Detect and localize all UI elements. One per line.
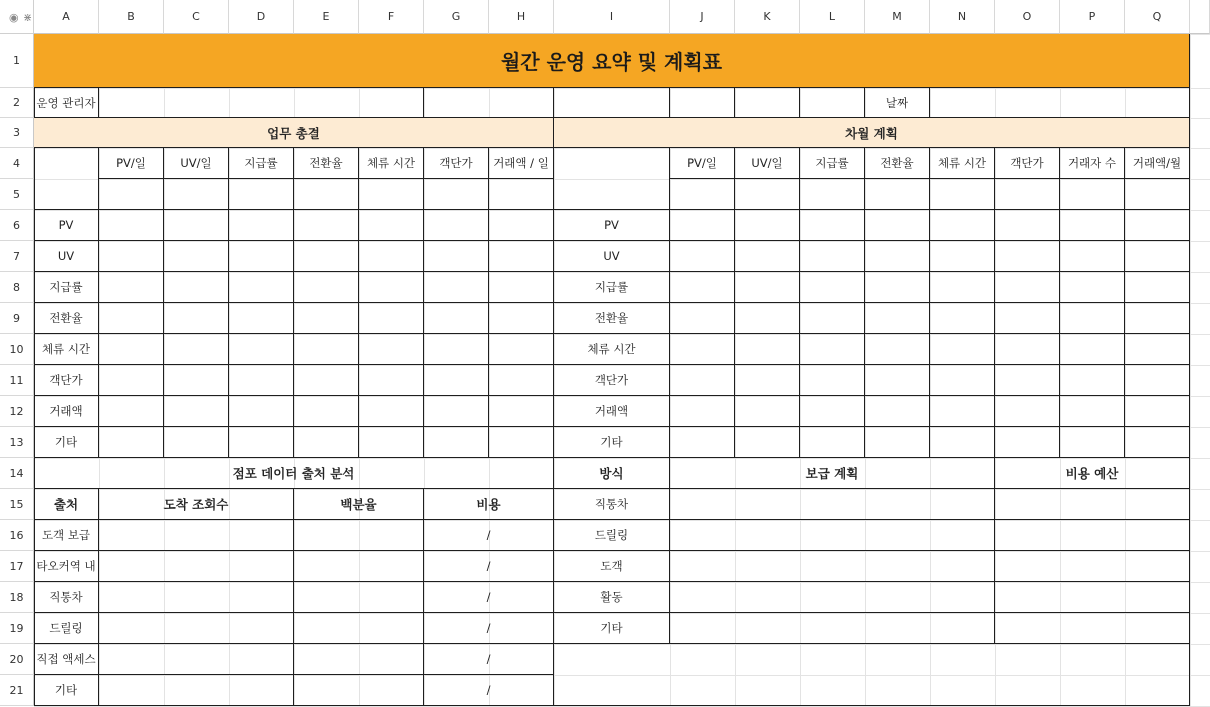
row-header-21[interactable]: 21 <box>0 675 34 706</box>
column-header-j[interactable]: J <box>670 0 735 34</box>
plan-value-cell[interactable] <box>995 396 1060 427</box>
summary-value-cell[interactable] <box>294 210 359 241</box>
plan-value-cell[interactable] <box>670 179 735 210</box>
summary-value-cell[interactable] <box>294 365 359 396</box>
budget-cell[interactable] <box>995 582 1190 613</box>
plan-value-cell[interactable] <box>670 303 735 334</box>
cell-k2[interactable] <box>735 88 800 118</box>
row-header-6[interactable]: 6 <box>0 210 34 241</box>
date-input[interactable] <box>930 88 1190 118</box>
summary-value-cell[interactable] <box>229 272 294 303</box>
summary-corner[interactable] <box>34 148 99 210</box>
source-analysis-title[interactable]: 점포 데이터 출처 분석 <box>34 458 554 489</box>
plan-value-cell[interactable] <box>735 365 800 396</box>
plan-metric-label[interactable]: 거래액 <box>554 396 670 427</box>
summary-value-cell[interactable] <box>489 241 554 272</box>
plan-value-cell[interactable] <box>800 334 865 365</box>
cost-cell[interactable]: / <box>424 551 554 582</box>
column-header-blank <box>1190 0 1210 34</box>
plan-value-cell[interactable] <box>1060 210 1125 241</box>
method-label[interactable]: 활동 <box>554 582 670 613</box>
summary-value-cell[interactable] <box>99 334 164 365</box>
plan-column-header[interactable]: 지급률 <box>800 148 865 179</box>
summary-value-cell[interactable] <box>359 334 424 365</box>
plan-value-cell[interactable] <box>735 179 800 210</box>
plan-column-header[interactable]: UV/일 <box>735 148 800 179</box>
summary-value-cell[interactable] <box>229 303 294 334</box>
row-header-13[interactable]: 13 <box>0 427 34 458</box>
plan-value-cell[interactable] <box>670 396 735 427</box>
visits-cell[interactable] <box>99 551 294 582</box>
summary-metric-label[interactable]: 기타 <box>34 427 99 458</box>
plan-value-cell[interactable] <box>865 365 930 396</box>
summary-value-cell[interactable] <box>229 179 294 210</box>
cost-header[interactable]: 비용 <box>424 489 554 520</box>
summary-value-cell[interactable] <box>424 303 489 334</box>
plan-value-cell[interactable] <box>670 365 735 396</box>
percentage-cell[interactable] <box>294 520 424 551</box>
row-header-2[interactable]: 2 <box>0 88 34 118</box>
summary-value-cell[interactable] <box>424 241 489 272</box>
plan-value-cell[interactable] <box>865 303 930 334</box>
row-header-8[interactable]: 8 <box>0 272 34 303</box>
plan-value-cell[interactable] <box>800 303 865 334</box>
select-all-corner[interactable] <box>0 0 34 34</box>
plan-metric-label[interactable]: 지급률 <box>554 272 670 303</box>
percentage-cell[interactable] <box>294 582 424 613</box>
plan-value-cell[interactable] <box>995 365 1060 396</box>
plan-value-cell[interactable] <box>865 396 930 427</box>
summary-column-header[interactable]: 지급률 <box>229 148 294 179</box>
summary-value-cell[interactable] <box>229 396 294 427</box>
column-header-h[interactable]: H <box>489 0 554 34</box>
summary-value-cell[interactable] <box>229 210 294 241</box>
plan-column-header[interactable]: PV/일 <box>670 148 735 179</box>
percentage-header[interactable]: 백분율 <box>294 489 424 520</box>
plan-value-cell[interactable] <box>995 241 1060 272</box>
summary-value-cell[interactable] <box>359 396 424 427</box>
column-header-i[interactable]: I <box>554 0 670 34</box>
column-header-d[interactable]: D <box>229 0 294 34</box>
cost-cell[interactable]: / <box>424 520 554 551</box>
summary-value-cell[interactable] <box>229 334 294 365</box>
summary-column-header[interactable]: 체류 시간 <box>359 148 424 179</box>
plan-column-header[interactable]: 체류 시간 <box>930 148 995 179</box>
column-header-k[interactable]: K <box>735 0 800 34</box>
plan-column-header[interactable]: 객단가 <box>995 148 1060 179</box>
plan-value-cell[interactable] <box>1060 241 1125 272</box>
summary-metric-label[interactable]: PV <box>34 210 99 241</box>
summary-value-cell[interactable] <box>294 396 359 427</box>
summary-value-cell[interactable] <box>99 241 164 272</box>
visits-cell[interactable] <box>99 644 294 675</box>
summary-column-header[interactable]: 거래액 / 일 <box>489 148 554 179</box>
column-header-e[interactable]: E <box>294 0 359 34</box>
summary-value-cell[interactable] <box>229 427 294 458</box>
column-header-p[interactable]: P <box>1060 0 1125 34</box>
summary-header[interactable]: 업무 총결 <box>34 118 554 148</box>
summary-value-cell[interactable] <box>99 210 164 241</box>
grid-line <box>1190 34 1191 706</box>
summary-column-header[interactable]: PV/일 <box>99 148 164 179</box>
summary-value-cell[interactable] <box>489 396 554 427</box>
row-header-3[interactable]: 3 <box>0 118 34 148</box>
method-label[interactable]: 기타 <box>554 613 670 644</box>
summary-metric-label[interactable]: 객단가 <box>34 365 99 396</box>
cell-j2[interactable] <box>670 88 735 118</box>
plan-value-cell[interactable] <box>800 427 865 458</box>
plan-value-cell[interactable] <box>865 427 930 458</box>
method-header[interactable]: 방식 <box>554 458 670 489</box>
plan-value-cell[interactable] <box>930 179 995 210</box>
plan-value-cell[interactable] <box>865 210 930 241</box>
summary-column-header[interactable]: 전환율 <box>294 148 359 179</box>
plan-value-cell[interactable] <box>1125 427 1190 458</box>
plan-corner[interactable] <box>554 148 670 210</box>
summary-value-cell[interactable] <box>164 179 229 210</box>
plan-value-cell[interactable] <box>800 365 865 396</box>
percentage-cell[interactable] <box>294 675 424 706</box>
plan-value-cell[interactable] <box>735 396 800 427</box>
plan-value-cell[interactable] <box>735 334 800 365</box>
plan-value-cell[interactable] <box>995 334 1060 365</box>
plan-value-cell[interactable] <box>735 210 800 241</box>
plan-value-cell[interactable] <box>930 396 995 427</box>
plan-value-cell[interactable] <box>1125 365 1190 396</box>
row-header-7[interactable]: 7 <box>0 241 34 272</box>
row-header-11[interactable]: 11 <box>0 365 34 396</box>
promotion-plan-cell[interactable] <box>670 489 995 520</box>
column-header-f[interactable]: F <box>359 0 424 34</box>
summary-value-cell[interactable] <box>164 396 229 427</box>
column-header-l[interactable]: L <box>800 0 865 34</box>
plan-value-cell[interactable] <box>995 427 1060 458</box>
plan-metric-label[interactable]: PV <box>554 210 670 241</box>
plan-value-cell[interactable] <box>865 272 930 303</box>
summary-value-cell[interactable] <box>359 303 424 334</box>
plan-value-cell[interactable] <box>670 210 735 241</box>
column-header-q[interactable]: Q <box>1125 0 1190 34</box>
plan-metric-label[interactable]: 객단가 <box>554 365 670 396</box>
percentage-cell[interactable] <box>294 551 424 582</box>
row-header-16[interactable]: 16 <box>0 520 34 551</box>
summary-value-cell[interactable] <box>359 427 424 458</box>
summary-value-cell[interactable] <box>489 210 554 241</box>
visits-header[interactable]: 도착 조회수 <box>99 489 294 520</box>
plan-value-cell[interactable] <box>800 396 865 427</box>
plan-value-cell[interactable] <box>1060 396 1125 427</box>
plan-value-cell[interactable] <box>800 241 865 272</box>
summary-value-cell[interactable] <box>164 303 229 334</box>
summary-value-cell[interactable] <box>489 272 554 303</box>
method-label[interactable]: 직통차 <box>554 489 670 520</box>
plan-value-cell[interactable] <box>1125 272 1190 303</box>
plan-column-header[interactable]: 전환율 <box>865 148 930 179</box>
freeze-pane-icon[interactable]: ⋇ <box>23 11 33 24</box>
plan-value-cell[interactable] <box>1125 210 1190 241</box>
summary-value-cell[interactable] <box>489 365 554 396</box>
budget-cell[interactable] <box>995 520 1190 551</box>
plan-value-cell[interactable] <box>735 303 800 334</box>
plan-value-cell[interactable] <box>1060 427 1125 458</box>
plan-value-cell[interactable] <box>735 427 800 458</box>
cell-l2[interactable] <box>800 88 865 118</box>
plan-value-cell[interactable] <box>865 334 930 365</box>
source-label[interactable]: 타오커역 내 <box>34 551 99 582</box>
column-header-o[interactable]: O <box>995 0 1060 34</box>
promotion-plan-cell[interactable] <box>670 582 995 613</box>
eye-icon[interactable]: ◉ <box>9 11 19 24</box>
plan-value-cell[interactable] <box>1125 396 1190 427</box>
plan-value-cell[interactable] <box>930 272 995 303</box>
visits-cell[interactable] <box>99 613 294 644</box>
budget-cell[interactable] <box>995 489 1190 520</box>
plan-value-cell[interactable] <box>1125 334 1190 365</box>
percentage-cell[interactable] <box>294 613 424 644</box>
column-header-n[interactable]: N <box>930 0 995 34</box>
summary-value-cell[interactable] <box>294 334 359 365</box>
promotion-plan-cell[interactable] <box>670 520 995 551</box>
summary-value-cell[interactable] <box>294 427 359 458</box>
summary-value-cell[interactable] <box>229 241 294 272</box>
row-header-10[interactable]: 10 <box>0 334 34 365</box>
sheet-title[interactable]: 월간 운영 요약 및 계획표 <box>34 34 1190 88</box>
summary-value-cell[interactable] <box>294 303 359 334</box>
row-header-17[interactable]: 17 <box>0 551 34 582</box>
plan-column-header[interactable]: 거래액/월 <box>1125 148 1190 179</box>
summary-metric-label[interactable]: 거래액 <box>34 396 99 427</box>
summary-value-cell[interactable] <box>164 365 229 396</box>
summary-value-cell[interactable] <box>424 272 489 303</box>
column-header-m[interactable]: M <box>865 0 930 34</box>
row-header-12[interactable]: 12 <box>0 396 34 427</box>
source-label[interactable]: 도객 보급 <box>34 520 99 551</box>
budget-cell[interactable] <box>995 551 1190 582</box>
plan-value-cell[interactable] <box>1060 303 1125 334</box>
summary-value-cell[interactable] <box>424 427 489 458</box>
row-header-19[interactable]: 19 <box>0 613 34 644</box>
method-label[interactable]: 드릴링 <box>554 520 670 551</box>
plan-value-cell[interactable] <box>735 241 800 272</box>
plan-value-cell[interactable] <box>930 241 995 272</box>
plan-value-cell[interactable] <box>1060 272 1125 303</box>
column-header-c[interactable]: C <box>164 0 229 34</box>
source-label[interactable]: 드릴링 <box>34 613 99 644</box>
row-header-14[interactable]: 14 <box>0 458 34 489</box>
summary-value-cell[interactable] <box>294 179 359 210</box>
summary-value-cell[interactable] <box>164 334 229 365</box>
column-header-g[interactable]: G <box>424 0 489 34</box>
plan-metric-label[interactable]: 기타 <box>554 427 670 458</box>
plan-value-cell[interactable] <box>930 210 995 241</box>
plan-metric-label[interactable]: 전환율 <box>554 303 670 334</box>
summary-value-cell[interactable] <box>489 303 554 334</box>
summary-value-cell[interactable] <box>489 427 554 458</box>
method-label[interactable]: 도객 <box>554 551 670 582</box>
plan-value-cell[interactable] <box>1125 303 1190 334</box>
budget-cell[interactable] <box>995 613 1190 644</box>
manager-name-input[interactable] <box>99 88 424 118</box>
summary-value-cell[interactable] <box>359 241 424 272</box>
summary-value-cell[interactable] <box>164 427 229 458</box>
plan-value-cell[interactable] <box>735 272 800 303</box>
summary-metric-label[interactable]: 체류 시간 <box>34 334 99 365</box>
plan-value-cell[interactable] <box>995 272 1060 303</box>
cost-cell[interactable]: / <box>424 675 554 706</box>
blank-merged-area[interactable] <box>554 644 1190 706</box>
manager-extra-input[interactable] <box>424 88 554 118</box>
plan-metric-label[interactable]: UV <box>554 241 670 272</box>
visits-cell[interactable] <box>99 582 294 613</box>
plan-value-cell[interactable] <box>670 334 735 365</box>
plan-value-cell[interactable] <box>1125 241 1190 272</box>
plan-value-cell[interactable] <box>995 210 1060 241</box>
plan-value-cell[interactable] <box>930 334 995 365</box>
manager-label[interactable]: 운영 관리자 <box>34 88 99 118</box>
summary-value-cell[interactable] <box>164 210 229 241</box>
row-header-15[interactable]: 15 <box>0 489 34 520</box>
row-header-20[interactable]: 20 <box>0 644 34 675</box>
row-header-4[interactable]: 4 <box>0 148 34 179</box>
percentage-cell[interactable] <box>294 644 424 675</box>
summary-value-cell[interactable] <box>359 365 424 396</box>
plan-value-cell[interactable] <box>995 179 1060 210</box>
summary-value-cell[interactable] <box>294 241 359 272</box>
summary-value-cell[interactable] <box>489 179 554 210</box>
promotion-plan-cell[interactable] <box>670 551 995 582</box>
plan-value-cell[interactable] <box>800 272 865 303</box>
summary-value-cell[interactable] <box>359 272 424 303</box>
summary-value-cell[interactable] <box>424 396 489 427</box>
summary-value-cell[interactable] <box>99 396 164 427</box>
row-header-5[interactable]: 5 <box>0 179 34 210</box>
plan-value-cell[interactable] <box>670 241 735 272</box>
promotion-plan-header[interactable]: 보급 계획 <box>670 458 995 489</box>
source-label[interactable]: 직접 액세스 <box>34 644 99 675</box>
summary-value-cell[interactable] <box>359 179 424 210</box>
plan-value-cell[interactable] <box>670 427 735 458</box>
cell-i2[interactable] <box>554 88 670 118</box>
summary-value-cell[interactable] <box>99 303 164 334</box>
summary-value-cell[interactable] <box>99 427 164 458</box>
cost-cell[interactable]: / <box>424 582 554 613</box>
summary-value-cell[interactable] <box>294 272 359 303</box>
summary-column-header[interactable]: 객단가 <box>424 148 489 179</box>
plan-value-cell[interactable] <box>1060 365 1125 396</box>
plan-value-cell[interactable] <box>800 210 865 241</box>
source-label[interactable]: 직통차 <box>34 582 99 613</box>
summary-value-cell[interactable] <box>424 365 489 396</box>
plan-column-header[interactable]: 거래자 수 <box>1060 148 1125 179</box>
row-header-1[interactable]: 1 <box>0 34 34 88</box>
source-label[interactable]: 기타 <box>34 675 99 706</box>
plan-value-cell[interactable] <box>1060 179 1125 210</box>
summary-value-cell[interactable] <box>424 334 489 365</box>
visits-cell[interactable] <box>99 520 294 551</box>
summary-value-cell[interactable] <box>424 179 489 210</box>
plan-value-cell[interactable] <box>865 179 930 210</box>
plan-value-cell[interactable] <box>930 427 995 458</box>
summary-value-cell[interactable] <box>99 179 164 210</box>
plan-value-cell[interactable] <box>1125 179 1190 210</box>
row-header-9[interactable]: 9 <box>0 303 34 334</box>
plan-value-cell[interactable] <box>1060 334 1125 365</box>
summary-value-cell[interactable] <box>359 210 424 241</box>
column-header-a[interactable]: A <box>34 0 99 34</box>
plan-value-cell[interactable] <box>800 179 865 210</box>
summary-metric-label[interactable]: UV <box>34 241 99 272</box>
summary-column-header[interactable]: UV/일 <box>164 148 229 179</box>
plan-metric-label[interactable]: 체류 시간 <box>554 334 670 365</box>
plan-header[interactable]: 차월 계획 <box>554 118 1190 148</box>
visits-cell[interactable] <box>99 675 294 706</box>
summary-value-cell[interactable] <box>229 365 294 396</box>
plan-value-cell[interactable] <box>670 272 735 303</box>
plan-value-cell[interactable] <box>865 241 930 272</box>
summary-value-cell[interactable] <box>164 241 229 272</box>
summary-value-cell[interactable] <box>164 272 229 303</box>
cost-cell[interactable]: / <box>424 613 554 644</box>
plan-value-cell[interactable] <box>995 303 1060 334</box>
source-header[interactable]: 출처 <box>34 489 99 520</box>
summary-metric-label[interactable]: 전환율 <box>34 303 99 334</box>
column-header-b[interactable]: B <box>99 0 164 34</box>
summary-value-cell[interactable] <box>424 210 489 241</box>
budget-header[interactable]: 비용 예산 <box>995 458 1190 489</box>
date-label[interactable]: 날짜 <box>865 88 930 118</box>
row-header-18[interactable]: 18 <box>0 582 34 613</box>
plan-value-cell[interactable] <box>930 365 995 396</box>
plan-value-cell[interactable] <box>930 303 995 334</box>
promotion-plan-cell[interactable] <box>670 613 995 644</box>
summary-metric-label[interactable]: 지급률 <box>34 272 99 303</box>
summary-value-cell[interactable] <box>99 365 164 396</box>
summary-value-cell[interactable] <box>99 272 164 303</box>
summary-value-cell[interactable] <box>489 334 554 365</box>
cost-cell[interactable]: / <box>424 644 554 675</box>
